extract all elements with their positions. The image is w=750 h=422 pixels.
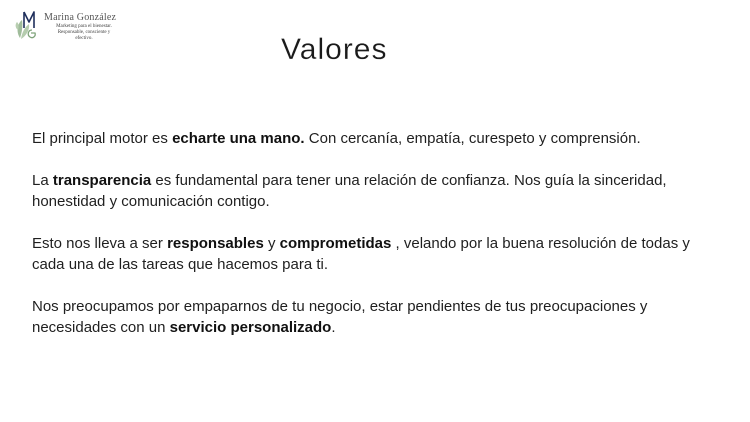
values-content [32, 128, 722, 359]
paragraph-text: . [331, 319, 336, 336]
highlight-comprometidas: comprometidas [279, 235, 392, 252]
paragraph-text: Nos preocupamos por empaparnos de tu negocio, estar pendientes de tus preocupaciones y necesidades con un [32, 298, 648, 336]
paragraph-text: es fundamental para tener una relación de confianza. Nos guía la sinceridad, honestidad y comunicación contigo. [32, 172, 667, 210]
logo-name: Marina González [44, 12, 117, 23]
paragraph-motor [32, 128, 722, 149]
paragraph-servicio [32, 296, 722, 338]
logo-tagline-line: Responsable, consciente y [57, 30, 111, 35]
logo-tagline-line: efectivo. [75, 36, 93, 41]
paragraph-text: Esto nos lleva a ser [32, 235, 168, 252]
paragraph-text: y [263, 235, 280, 252]
paragraph-transparencia [32, 170, 722, 212]
paragraph-responsables [32, 233, 722, 275]
highlight-responsables: responsables [167, 235, 264, 252]
highlight-echarte-una-mano: echarte una mano. [172, 130, 305, 147]
paragraph-text: , velando por la buena resolución de todas y cada una de las tareas que hacemos para ti. [32, 235, 690, 273]
page-title: Valores [281, 33, 388, 66]
paragraph-text: La [32, 172, 53, 189]
paragraph-text: Con cercanía, empatía, curespeto y comprensión. [304, 130, 641, 147]
logo-tagline-line: Marketing para el bienestar. [56, 24, 112, 29]
highlight-servicio-personalizado: servicio personalizado [169, 319, 332, 336]
brand-logo [14, 8, 124, 44]
logo-tagline [54, 24, 114, 42]
leaf-monogram-icon [14, 8, 44, 42]
paragraph-text: El principal motor es [32, 130, 173, 147]
highlight-transparencia: transparencia [52, 172, 152, 189]
